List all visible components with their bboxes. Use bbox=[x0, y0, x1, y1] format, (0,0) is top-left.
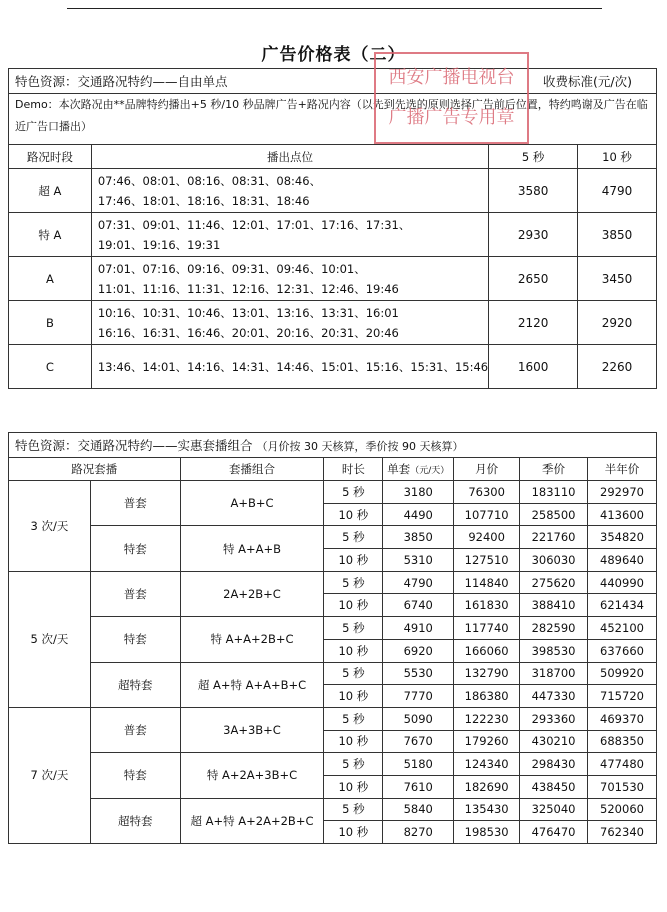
broadcast-slots bbox=[91, 345, 488, 389]
monthly-price: 124340 bbox=[454, 753, 520, 776]
table-row bbox=[9, 169, 657, 213]
package-type: 超特套 bbox=[90, 798, 180, 843]
tier-name: B bbox=[9, 301, 92, 345]
frequency-cell: 5 次/天 bbox=[9, 571, 91, 707]
duration-cell: 5 秒 bbox=[324, 481, 383, 504]
unit-price: 5310 bbox=[383, 549, 454, 572]
duration-cell: 10 秒 bbox=[324, 549, 383, 572]
price-5s: 2930 bbox=[489, 213, 578, 257]
half-year-price: 688350 bbox=[588, 730, 657, 753]
half-year-price: 715720 bbox=[588, 685, 657, 708]
half-year-price: 477480 bbox=[588, 753, 657, 776]
table1-demo-row bbox=[9, 94, 657, 145]
monthly-price: 107710 bbox=[454, 503, 520, 526]
price-5s: 3580 bbox=[489, 169, 578, 213]
half-year-price: 440990 bbox=[588, 571, 657, 594]
slots-line-2: 17:46、18:01、18:16、18:31、18:46 bbox=[97, 193, 310, 208]
duration-cell: 5 秒 bbox=[324, 617, 383, 640]
duration-cell: 10 秒 bbox=[324, 775, 383, 798]
top-rule bbox=[67, 8, 602, 9]
package-type: 普套 bbox=[90, 571, 180, 616]
quarterly-price: 430210 bbox=[520, 730, 588, 753]
duration-cell: 5 秒 bbox=[324, 753, 383, 776]
combo-cell: 超 A+特 A+A+B+C bbox=[180, 662, 324, 707]
slots-line-1: 13:46、14:01、14:16、14:31、14:46、15:01、15:16、15:31、15:46 bbox=[97, 359, 489, 374]
duration-cell: 10 秒 bbox=[324, 594, 383, 617]
combo-cell: 特 A+A+B bbox=[180, 526, 324, 571]
duration-cell: 10 秒 bbox=[324, 639, 383, 662]
frequency-cell: 3 次/天 bbox=[9, 481, 91, 572]
price-10s: 2920 bbox=[578, 301, 657, 345]
col-half-year-header: 半年价 bbox=[588, 458, 657, 481]
frequency-cell: 7 次/天 bbox=[9, 707, 91, 843]
table2-note: （月价按 30 天核算，季价按 90 天核算） bbox=[256, 440, 464, 453]
price-5s: 2650 bbox=[489, 257, 578, 301]
broadcast-slots bbox=[91, 301, 488, 345]
table2-title-row bbox=[9, 433, 657, 458]
table-row bbox=[9, 526, 657, 549]
duration-cell: 10 秒 bbox=[324, 730, 383, 753]
monthly-price: 161830 bbox=[454, 594, 520, 617]
duration-cell: 5 秒 bbox=[324, 662, 383, 685]
combo-cell: 3A+3B+C bbox=[180, 707, 324, 752]
unit-price: 7610 bbox=[383, 775, 454, 798]
price-10s: 2260 bbox=[578, 345, 657, 389]
monthly-price: 135430 bbox=[454, 798, 520, 821]
quarterly-price: 447330 bbox=[520, 685, 588, 708]
col-10s-header: 10 秒 bbox=[578, 145, 657, 169]
unit-price: 3180 bbox=[383, 481, 454, 504]
price-10s: 3850 bbox=[578, 213, 657, 257]
table-row bbox=[9, 707, 657, 730]
col-duration-header: 时长 bbox=[324, 458, 383, 481]
combo-cell: 超 A+特 A+2A+2B+C bbox=[180, 798, 324, 843]
quarterly-price: 476470 bbox=[520, 821, 588, 844]
combo-cell: 特 A+2A+3B+C bbox=[180, 753, 324, 798]
unit-price: 6920 bbox=[383, 639, 454, 662]
fee-standard-label: 收费标准(元/次) bbox=[543, 74, 632, 89]
slots-line-2: 19:01、19:16、19:31 bbox=[97, 237, 221, 252]
monthly-price: 127510 bbox=[454, 549, 520, 572]
tier-name: C bbox=[9, 345, 92, 389]
half-year-price: 489640 bbox=[588, 549, 657, 572]
unit-price: 3850 bbox=[383, 526, 454, 549]
package-type: 超特套 bbox=[90, 662, 180, 707]
table-row bbox=[9, 798, 657, 821]
monthly-price: 166060 bbox=[454, 639, 520, 662]
broadcast-slots bbox=[91, 213, 488, 257]
monthly-price: 186380 bbox=[454, 685, 520, 708]
quarterly-price: 275620 bbox=[520, 571, 588, 594]
duration-cell: 10 秒 bbox=[324, 685, 383, 708]
half-year-price: 701530 bbox=[588, 775, 657, 798]
unit-price: 8270 bbox=[383, 821, 454, 844]
quarterly-price: 221760 bbox=[520, 526, 588, 549]
combo-cell: 特 A+A+2B+C bbox=[180, 617, 324, 662]
official-stamp bbox=[374, 52, 529, 144]
unit-header-sub: （元/天） bbox=[410, 466, 450, 476]
monthly-price: 117740 bbox=[454, 617, 520, 640]
col-slots-header: 播出点位 bbox=[91, 145, 488, 169]
package-type: 普套 bbox=[90, 481, 180, 526]
table-row bbox=[9, 662, 657, 685]
quarterly-price: 306030 bbox=[520, 549, 588, 572]
monthly-price: 122230 bbox=[454, 707, 520, 730]
tier-name: 超 A bbox=[9, 169, 92, 213]
combo-cell: A+B+C bbox=[180, 481, 324, 526]
quarterly-price: 183110 bbox=[520, 481, 588, 504]
price-5s: 2120 bbox=[489, 301, 578, 345]
price-10s: 4790 bbox=[578, 169, 657, 213]
package-price-table bbox=[8, 432, 657, 844]
slots-line-2: 16:16、16:31、16:46、20:01、20:16、20:31、20:46 bbox=[97, 325, 399, 340]
half-year-price: 413600 bbox=[588, 503, 657, 526]
half-year-price: 354820 bbox=[588, 526, 657, 549]
package-type: 特套 bbox=[90, 753, 180, 798]
table-row bbox=[9, 301, 657, 345]
table2-column-headers bbox=[9, 458, 657, 481]
quarterly-price: 438450 bbox=[520, 775, 588, 798]
quarterly-price: 325040 bbox=[520, 798, 588, 821]
quarterly-price: 318700 bbox=[520, 662, 588, 685]
half-year-price: 509920 bbox=[588, 662, 657, 685]
slots-line-1: 07:31、09:01、11:46、12:01、17:01、17:16、17:31、 bbox=[97, 217, 411, 232]
table1-title-row bbox=[9, 69, 657, 94]
monthly-price: 92400 bbox=[454, 526, 520, 549]
broadcast-slots bbox=[91, 169, 488, 213]
table1-resource-title: 特色资源：交通路况特约——自由单点 bbox=[15, 74, 228, 89]
combo-cell: 2A+2B+C bbox=[180, 571, 324, 616]
unit-price: 4790 bbox=[383, 571, 454, 594]
slots-line-1: 07:46、08:01、08:16、08:31、08:46、 bbox=[97, 173, 322, 188]
unit-price: 5840 bbox=[383, 798, 454, 821]
tier-name: 特 A bbox=[9, 213, 92, 257]
table-row bbox=[9, 571, 657, 594]
table-row bbox=[9, 753, 657, 776]
quarterly-price: 388410 bbox=[520, 594, 588, 617]
demo-text: Demo：本次路况由**品牌特约播出+5 秒/10 秒品牌广告+路况内容（以先到先选的原则选择广告前后位置，特约鸣谢及广告在临近广告口播出） bbox=[9, 94, 657, 145]
monthly-price: 76300 bbox=[454, 481, 520, 504]
table-row bbox=[9, 481, 657, 504]
half-year-price: 452100 bbox=[588, 617, 657, 640]
table-row bbox=[9, 213, 657, 257]
col-quarter-header: 季价 bbox=[520, 458, 588, 481]
quarterly-price: 293360 bbox=[520, 707, 588, 730]
price-5s: 1600 bbox=[489, 345, 578, 389]
broadcast-slots bbox=[91, 257, 488, 301]
unit-price: 5180 bbox=[383, 753, 454, 776]
free-spot-price-table bbox=[8, 68, 657, 389]
half-year-price: 292970 bbox=[588, 481, 657, 504]
unit-price: 6740 bbox=[383, 594, 454, 617]
monthly-price: 182690 bbox=[454, 775, 520, 798]
quarterly-price: 398530 bbox=[520, 639, 588, 662]
price-10s: 3450 bbox=[578, 257, 657, 301]
page-title: 广告价格表（二） bbox=[261, 45, 406, 65]
duration-cell: 10 秒 bbox=[324, 503, 383, 526]
col-period-header: 路况时段 bbox=[9, 145, 92, 169]
half-year-price: 621434 bbox=[588, 594, 657, 617]
monthly-price: 114840 bbox=[454, 571, 520, 594]
table-row bbox=[9, 617, 657, 640]
col-month-header: 月价 bbox=[454, 458, 520, 481]
monthly-price: 179260 bbox=[454, 730, 520, 753]
slots-line-1: 10:16、10:31、10:46、13:01、13:16、13:31、16:01 bbox=[97, 305, 399, 320]
package-type: 普套 bbox=[90, 707, 180, 752]
duration-cell: 5 秒 bbox=[324, 707, 383, 730]
stamp-line1: 西安广播电视台 bbox=[388, 67, 515, 88]
slots-line-2: 11:01、11:16、11:31、12:16、12:31、12:46、19:46 bbox=[97, 281, 399, 296]
unit-price: 7770 bbox=[383, 685, 454, 708]
package-type: 特套 bbox=[90, 526, 180, 571]
monthly-price: 132790 bbox=[454, 662, 520, 685]
stamp-line2: 广播广告专用章 bbox=[388, 107, 515, 128]
quarterly-price: 298430 bbox=[520, 753, 588, 776]
duration-cell: 5 秒 bbox=[324, 526, 383, 549]
half-year-price: 469370 bbox=[588, 707, 657, 730]
table2-resource-title: 特色资源：交通路况特约——实惠套播组合 bbox=[15, 438, 253, 453]
unit-price: 4490 bbox=[383, 503, 454, 526]
col-unit-header bbox=[383, 458, 454, 481]
half-year-price: 637660 bbox=[588, 639, 657, 662]
col-package-header: 路况套播 bbox=[9, 458, 181, 481]
col-5s-header: 5 秒 bbox=[489, 145, 578, 169]
unit-header-label: 单套 bbox=[387, 462, 411, 476]
tier-name: A bbox=[9, 257, 92, 301]
unit-price: 5530 bbox=[383, 662, 454, 685]
duration-cell: 10 秒 bbox=[324, 821, 383, 844]
duration-cell: 5 秒 bbox=[324, 798, 383, 821]
slots-line-1: 07:01、07:16、09:16、09:31、09:46、10:01、 bbox=[97, 261, 366, 276]
table-row bbox=[9, 257, 657, 301]
monthly-price: 198530 bbox=[454, 821, 520, 844]
half-year-price: 762340 bbox=[588, 821, 657, 844]
table-row bbox=[9, 345, 657, 389]
package-type: 特套 bbox=[90, 617, 180, 662]
quarterly-price: 282590 bbox=[520, 617, 588, 640]
table1-body bbox=[9, 169, 657, 389]
table1-column-headers bbox=[9, 145, 657, 169]
col-combo-header: 套播组合 bbox=[180, 458, 324, 481]
duration-cell: 5 秒 bbox=[324, 571, 383, 594]
table2-body bbox=[9, 481, 657, 844]
quarterly-price: 258500 bbox=[520, 503, 588, 526]
unit-price: 5090 bbox=[383, 707, 454, 730]
half-year-price: 520060 bbox=[588, 798, 657, 821]
unit-price: 4910 bbox=[383, 617, 454, 640]
unit-price: 7670 bbox=[383, 730, 454, 753]
